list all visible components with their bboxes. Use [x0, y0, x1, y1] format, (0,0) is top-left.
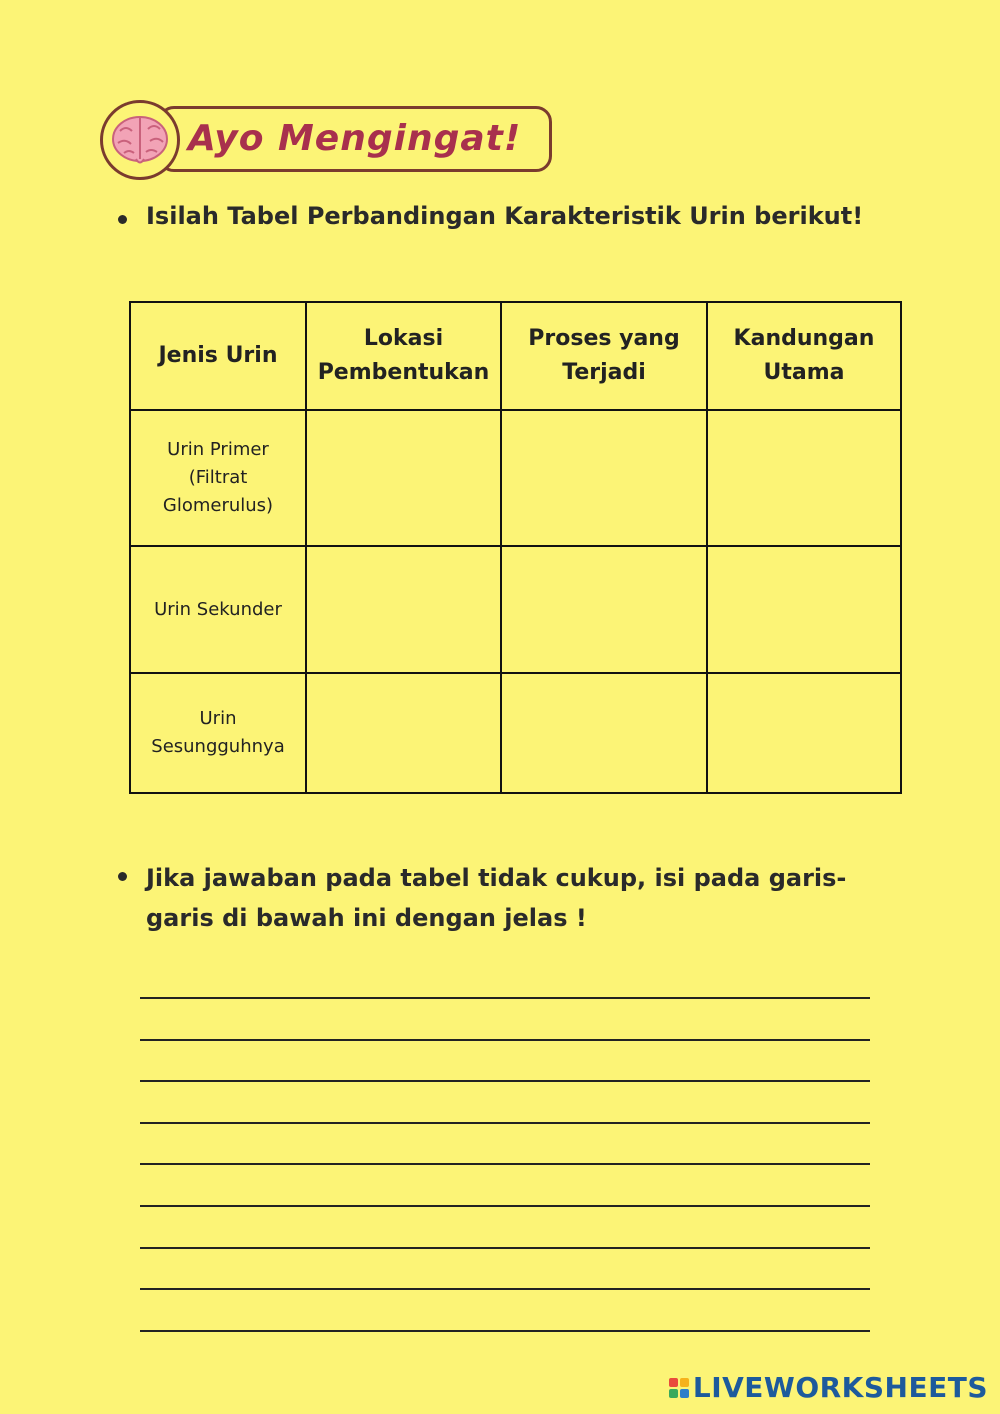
brain-icon — [100, 100, 180, 180]
header-proses: Proses yang Terjadi — [501, 302, 707, 410]
answer-line[interactable] — [140, 1205, 870, 1207]
table-row — [130, 546, 901, 673]
header-kandungan: Kandungan Utama — [707, 302, 901, 410]
row-label: Urin Sekunder — [130, 546, 306, 673]
answer-cell[interactable] — [306, 546, 501, 673]
header-jenis-urin: Jenis Urin — [130, 302, 306, 410]
table-row — [130, 673, 901, 793]
answer-line[interactable] — [140, 997, 870, 999]
brand-name: LIVEWORKSHEETS — [692, 1371, 988, 1404]
header-badge — [100, 100, 560, 180]
answer-line[interactable] — [140, 1288, 870, 1290]
answer-line[interactable] — [140, 1247, 870, 1249]
row-label: Urin Primer (Filtrat Glomerulus) — [130, 410, 306, 546]
answer-line[interactable] — [140, 1080, 870, 1082]
answer-cell[interactable] — [707, 410, 901, 546]
answer-cell[interactable] — [306, 673, 501, 793]
bullet-dot — [118, 872, 127, 881]
instruction-lines-text: Jika jawaban pada tabel tidak cukup, isi pada garis-garis di bawah ini dengan jelas ! — [146, 864, 847, 932]
answer-line[interactable] — [140, 1330, 870, 1332]
answer-cell[interactable] — [707, 673, 901, 793]
table-header-row — [130, 302, 901, 410]
answer-line[interactable] — [140, 1122, 870, 1124]
answer-cell[interactable] — [501, 546, 707, 673]
row-label: Urin Sesungguhnya — [130, 673, 306, 793]
header-lokasi: Lokasi Pembentukan — [306, 302, 501, 410]
answer-cell[interactable] — [501, 673, 707, 793]
answer-line[interactable] — [140, 1039, 870, 1041]
comparison-table — [129, 301, 902, 794]
brand-logo — [669, 1371, 988, 1404]
instruction-lines — [146, 858, 906, 938]
answer-line[interactable] — [140, 1163, 870, 1165]
instruction-table — [146, 202, 946, 230]
bullet-dot — [118, 215, 127, 224]
table-row — [130, 410, 901, 546]
instruction-table-text: Isilah Tabel Perbandingan Karakteristik Urin berikut! — [146, 202, 864, 230]
answer-cell[interactable] — [501, 410, 707, 546]
logo-icon — [669, 1378, 689, 1398]
page-title: Ayo Mengingat! — [188, 118, 522, 159]
answer-cell[interactable] — [306, 410, 501, 546]
answer-cell[interactable] — [707, 546, 901, 673]
